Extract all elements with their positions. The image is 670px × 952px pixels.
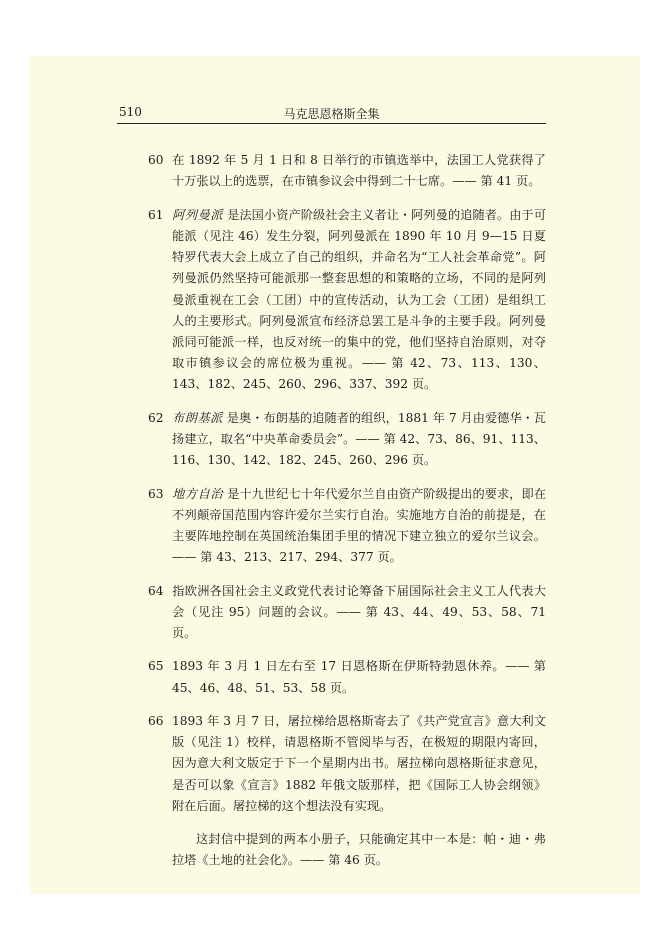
note-61 xyxy=(148,205,546,396)
note-number: 63 xyxy=(148,486,164,501)
page-number: 510 xyxy=(119,105,142,119)
note-number: 64 xyxy=(148,583,164,598)
note-text: 是法国小资产阶级社会主义者让・阿列曼的追随者。由于可能派（见注 46）发生分裂，阿列曼派在 1890 年 10 月 9—15 日夏特罗代表大会上成立了自己的组织，并命名为“工人社会革命党”。阿列曼派仍然坚持可能派那一整套思想的和策略的立场，不同的是阿列曼派重视在工会（工团）中的宣传活动，认为工会（工团）是组织工人的主要形式。阿列曼派宣布经济总罢工是斗争的主要手段。阿列曼派同可能派一样，也反对统一的集中的党，他们坚持自治原则，对夺取市镇参议会的席位极为重视。—— 第 42、73、113、130、143、182、245、260、296、337、392 页。 xyxy=(172,207,547,392)
note-text: 是奥・布朗基的追随者的组织，1881 年 7 月由爱德华・瓦扬建立，取名“中央革命委员会”。—— 第 42、73、86、91、113、116、130、142、182、245、260、296 页。 xyxy=(172,410,546,468)
note-term: 布朗基派 xyxy=(172,410,223,425)
note-66 xyxy=(148,711,546,817)
running-title: 马克思恩格斯全集 xyxy=(283,107,380,121)
note-60 xyxy=(148,150,546,192)
note-number: 62 xyxy=(148,410,164,425)
note-text: 是十九世纪七十年代爱尔兰自由资产阶级提出的要求，即在不列颠帝国范围内容许爱尔兰实行自治。实施地方自治的前提是，在主要阵地控制在英国统治集团手里的情况下建立独立的爱尔兰议会。—— 第 43、213、217、294、377 页。 xyxy=(172,486,547,565)
note-number: 65 xyxy=(148,659,164,674)
notes-list xyxy=(148,138,546,884)
page-header xyxy=(117,101,546,124)
note-number: 60 xyxy=(148,153,164,168)
note-63 xyxy=(148,484,546,569)
note-text: 1893 年 3 月 7 日，屠拉梯给恩格斯寄去了《共产党宣言》意大利文版（见注 1）校样，请恩格斯不管阅毕与否，在极短的期限内寄回，因为意大利文版定于下一个星期内出书。屠拉梯向恩格斯征求意见，是否可以象《宣言》1882 年俄文版那样，把《国际工人协会纲领》附在后面。屠拉梯的这个想法没有实现。 xyxy=(172,713,546,813)
note-number: 61 xyxy=(148,207,164,222)
note-number: 66 xyxy=(148,713,164,728)
note-64 xyxy=(148,581,546,645)
note-65 xyxy=(148,656,546,698)
note-term: 地方自治 xyxy=(172,486,224,501)
note-62 xyxy=(148,408,546,472)
note-term: 阿列曼派 xyxy=(172,207,224,222)
note-text: 指欧洲各国社会主义政党代表讨论筹备下届国际社会主义工人代表大会（见注 95）问题的会议。—— 第 43、44、49、53、58、71 页。 xyxy=(172,583,546,640)
note-text: 1893 年 3 月 1 日左右至 17 日恩格斯在伊斯特勃恩休养。—— 第 45、46、48、51、53、58 页。 xyxy=(172,659,546,695)
note-text: 在 1892 年 5 月 1 日和 8 日举行的市镇选举中，法国工人党获得了十万张以上的选票，在市镇参议会中得到二十七席。—— 第 41 页。 xyxy=(172,153,546,189)
note-66-continuation: 这封信中提到的两本小册子，只能确定其中一本是：帕・迪・弗拉塔《土地的社会化》。—— 第 46 页。 xyxy=(172,832,546,868)
